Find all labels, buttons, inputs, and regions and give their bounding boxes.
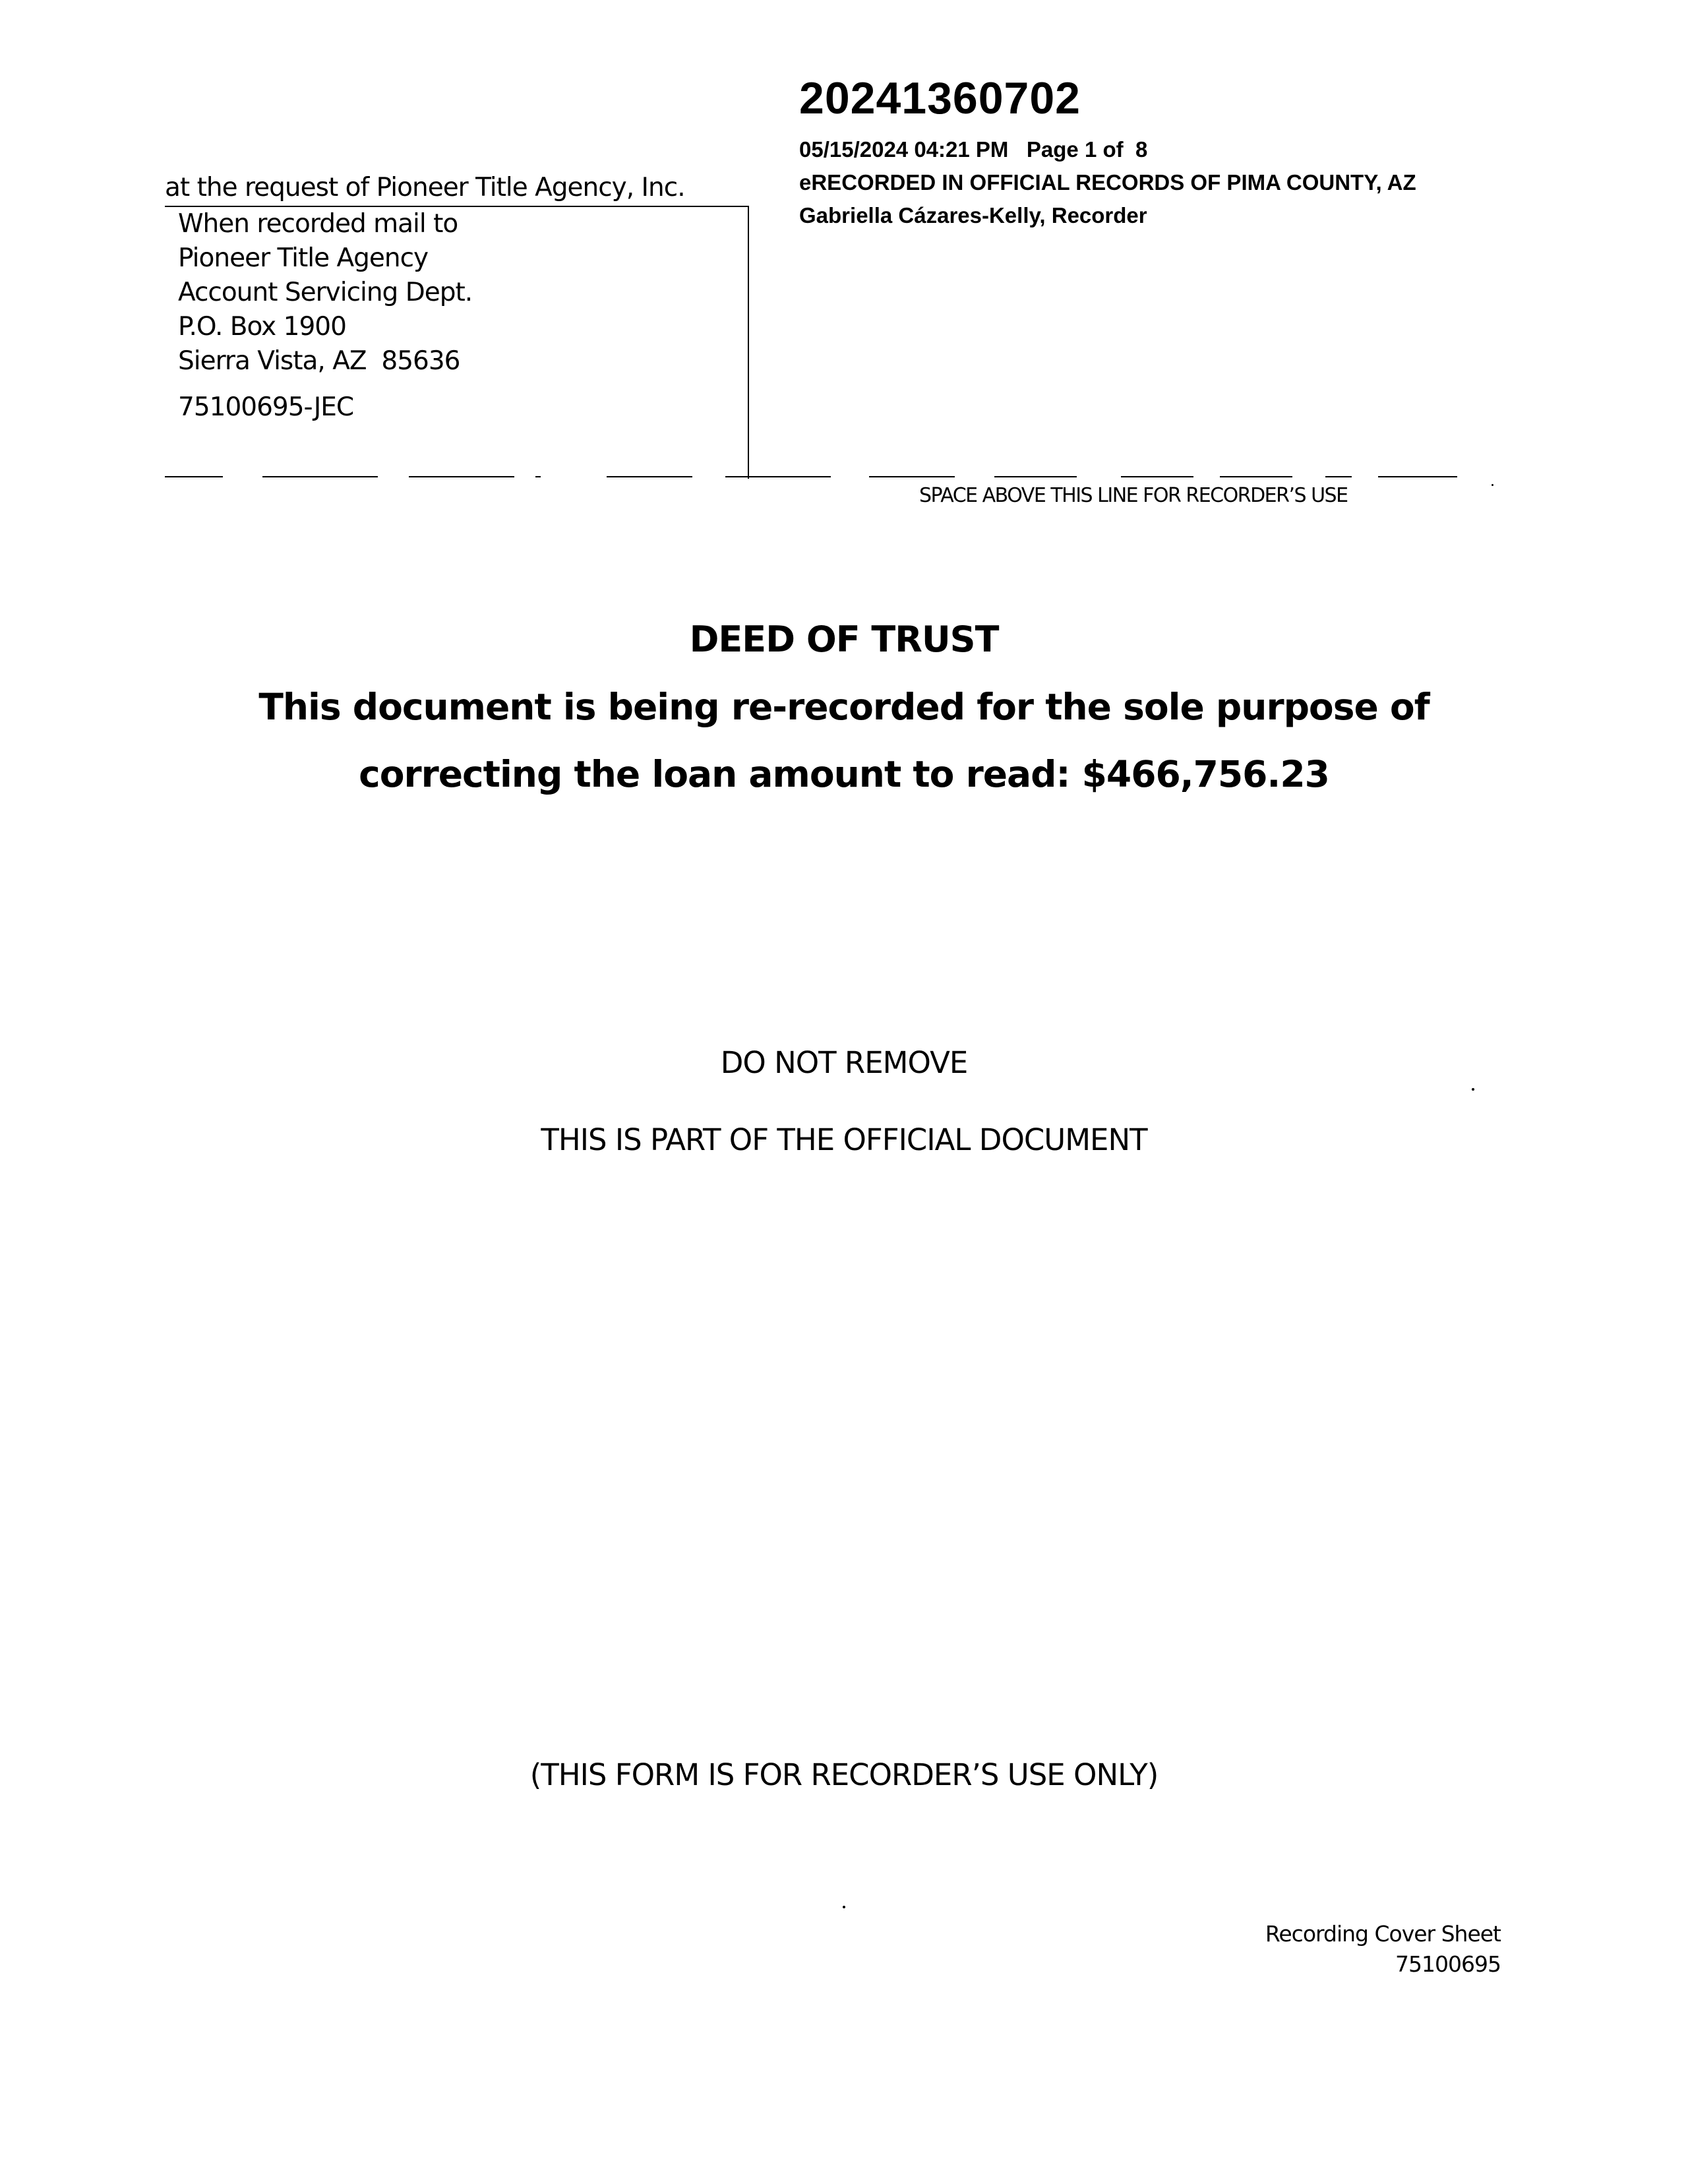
rerecording-notice-line-1: This document is being re-recorded for the sole purpose of: [258, 686, 1430, 728]
recorder-name: Gabriella Cázares-Kelly, Recorder: [799, 203, 1147, 228]
divider-segment: [994, 476, 1077, 477]
divider-segment: [409, 476, 514, 477]
scan-speck: [1472, 1088, 1474, 1091]
recording-datetime-page: 05/15/2024 04:21 PM Page 1 of 8: [799, 137, 1148, 162]
divider-segment: [1220, 476, 1292, 477]
do-not-remove-label: DO NOT REMOVE: [720, 1045, 968, 1080]
mail-to-line: Pioneer Title Agency: [178, 243, 429, 273]
scan-speck: [1492, 484, 1493, 486]
cover-sheet-label: Recording Cover Sheet: [1265, 1921, 1501, 1947]
official-document-label: THIS IS PART OF THE OFFICIAL DOCUMENT: [541, 1122, 1147, 1157]
divider-segment: [165, 476, 223, 477]
recording-number: 20241360702: [799, 73, 1081, 123]
divider-segment: [535, 476, 541, 477]
cover-sheet-block: [1265, 1919, 1501, 1980]
mail-box-border: [748, 206, 749, 479]
divider-segment: [1325, 476, 1352, 477]
mail-to-reference: 75100695-JEC: [178, 392, 354, 422]
divider-segment: [725, 476, 831, 477]
divider-segment: [869, 476, 955, 477]
divider-segment: [262, 476, 378, 477]
divider-segment: [607, 476, 692, 477]
cover-sheet-number: 75100695: [1395, 1951, 1501, 1977]
mail-to-line: Sierra Vista, AZ 85636: [178, 346, 460, 376]
mail-to-line: P.O. Box 1900: [178, 312, 346, 342]
recorder-use-only-label: (THIS FORM IS FOR RECORDER’S USE ONLY): [529, 1757, 1159, 1792]
divider-segment: [1378, 476, 1457, 477]
scan-speck: [843, 1906, 845, 1908]
document-title: DEED OF TRUST: [689, 619, 999, 660]
space-above-label: SPACE ABOVE THIS LINE FOR RECORDER’S USE: [919, 484, 1348, 507]
recorded-in-label: eRECORDED IN OFFICIAL RECORDS OF PIMA COUNTY, AZ: [799, 170, 1416, 195]
mail-to-line: When recorded mail to: [178, 209, 458, 239]
divider-segment: [1121, 476, 1193, 477]
rerecording-notice-line-2: correcting the loan amount to read: $466,756.23: [359, 753, 1329, 795]
request-line: at the request of Pioneer Title Agency, Inc.: [165, 173, 685, 202]
mail-to-line: Account Servicing Dept.: [178, 278, 473, 307]
mail-to-block: [178, 207, 472, 379]
